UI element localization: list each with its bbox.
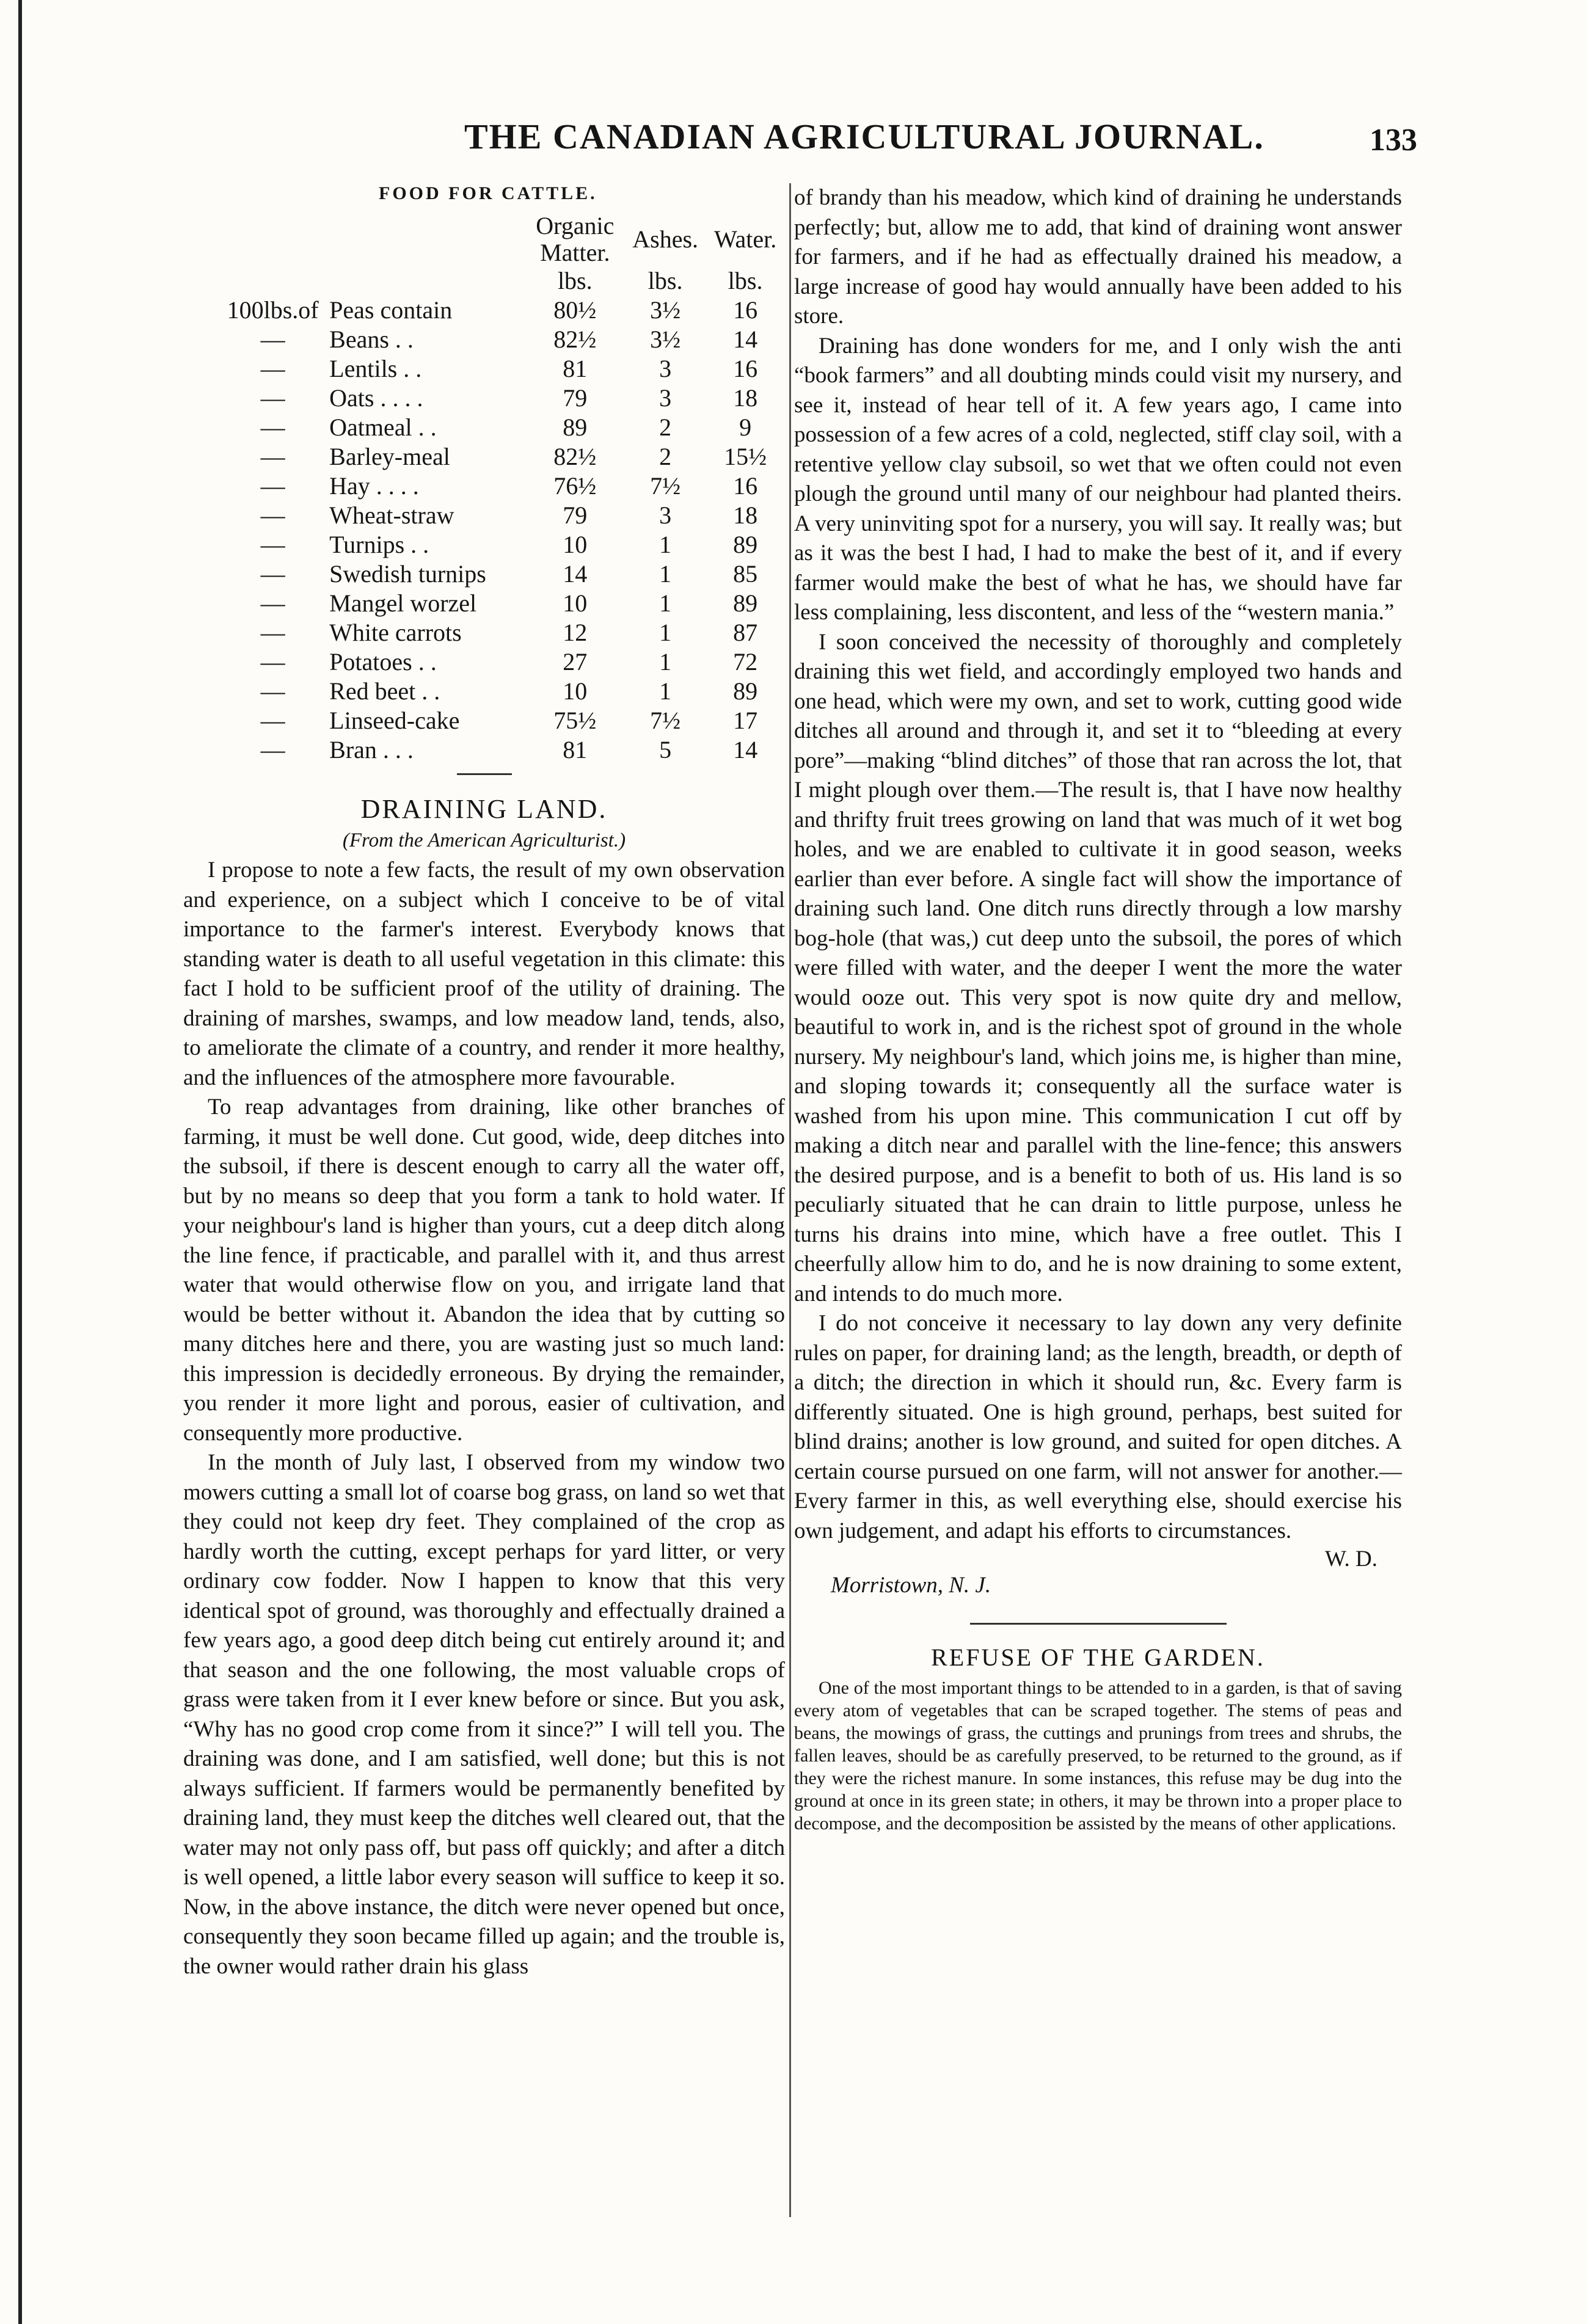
water-value: 87 <box>733 619 758 646</box>
row-lead: — <box>260 648 285 676</box>
draining-paragraph-4: of brandy than his meadow, which kind of draining he understands perfectly; but, allow me to add, that kind of draining wont answer for farmers, and if he had as effectually drained his meadow, a large increase of good hay would annually have been added to his store. <box>794 185 1402 329</box>
ashes-value: 2 <box>659 443 672 470</box>
row-lead: — <box>260 355 285 382</box>
table-row <box>220 325 785 354</box>
table-row <box>220 354 785 384</box>
row-lead: — <box>260 443 285 470</box>
water-value: 15½ <box>724 443 767 470</box>
ashes-value: 1 <box>659 648 672 676</box>
refuse-title: REFUSE OF THE GARDEN. <box>931 1644 1265 1671</box>
unit-water: lbs. <box>728 267 763 294</box>
table-row <box>220 618 785 647</box>
row-lead: — <box>260 472 285 500</box>
row-label: Turnips . . <box>329 531 429 558</box>
table-row <box>220 735 785 765</box>
water-value: 16 <box>733 472 758 500</box>
draining-paragraph-2: To reap advantages from draining, like other branches of farming, it must be well done. Cut good, wide, deep ditches into the subsoil, if there is descent enough to carry all the water off, but by no means so deep that you form a tank to hold water. If your neighbour's land is higher than yours, cut a deep ditch along the line fence, if practicable, and parallel with it, and thus arrest water that would otherwise flow on you, and irrigate land that would be better without it. Abandon the idea that by cutting so many ditches here and there, you are wasting just so much land: this impression is decidedly erroneous. By drying the remainder, you render it more light and porous, easier of cultivation, and consequently more productive. <box>183 1095 785 1446</box>
row-lead: — <box>260 501 285 529</box>
water-value: 85 <box>733 560 758 588</box>
author-place: Morristown, N. J. <box>831 1573 991 1598</box>
table-row <box>220 706 785 735</box>
water-value: 18 <box>733 384 758 412</box>
water-value: 72 <box>733 648 758 676</box>
draining-title: DRAINING LAND. <box>360 794 608 824</box>
ashes-value: 1 <box>659 619 672 646</box>
row-lead: — <box>260 707 285 734</box>
ashes-value: 3 <box>659 501 672 529</box>
organic-value: 10 <box>563 531 588 558</box>
row-label: Oatmeal . . <box>329 413 437 441</box>
row-label: Peas contain <box>329 296 453 324</box>
water-value: 14 <box>733 736 758 763</box>
column-header-water: Water. <box>713 225 777 253</box>
author-signoff: W. D. <box>1325 1546 1377 1572</box>
water-value: 18 <box>733 501 758 529</box>
organic-value: 89 <box>563 413 588 441</box>
ashes-value: 3½ <box>650 296 681 324</box>
ashes-value: 1 <box>659 531 672 558</box>
table-row <box>220 647 785 677</box>
water-value: 89 <box>733 531 758 558</box>
organic-value: 12 <box>563 619 588 646</box>
table-header-row <box>220 213 785 266</box>
left-column <box>183 183 785 1981</box>
organic-value: 82½ <box>553 443 597 470</box>
column-divider <box>789 183 791 2217</box>
ashes-value: 5 <box>659 736 672 763</box>
organic-value: 10 <box>563 589 588 617</box>
column-header-ashes: Ashes. <box>632 225 699 253</box>
section-divider <box>457 773 512 775</box>
row-label: Hay . . . . <box>329 472 419 500</box>
organic-value: 80½ <box>553 296 597 324</box>
row-lead: — <box>260 619 285 646</box>
table-row <box>220 677 785 706</box>
row-label: Swedish turnips <box>329 560 486 588</box>
organic-value: 75½ <box>553 707 597 734</box>
organic-value: 81 <box>563 736 588 763</box>
water-value: 16 <box>733 355 758 382</box>
draining-source: (From the American Agriculturist.) <box>342 829 626 851</box>
table-row <box>220 384 785 413</box>
water-value: 17 <box>733 707 758 734</box>
row-lead: 100lbs.of <box>227 296 319 324</box>
row-label: White carrots <box>329 619 462 646</box>
unit-organic: lbs. <box>557 267 593 294</box>
draining-paragraph-7: I do not conceive it necessary to lay down any very definite rules on paper, for draining land; as the length, breadth, or depth of a ditch; the direction in which it should run, &c. Every farm is differently situated. One is high ground, perhaps, best suited for blind drains; another is low ground, and suited for open ditches. A certain course pursued on one farm, will not answer for another.—Every farmer in this, as well everything else, should exercise his own judgement, and adapt his efforts to circumstances. <box>794 1311 1402 1543</box>
organic-value: 14 <box>563 560 588 588</box>
table-row <box>220 442 785 472</box>
draining-paragraph-5: Draining has done wonders for me, and I only wish the anti “book farmers” and all doubting minds could visit my nursery, and see it, instead of hear tell of it. A few years ago, I came into possession of a few acres of a cold, neglected, stiff clay soil, with a retentive yellow clay subsoil, so wet that we often could not even plough the ground until many of our neighbour had planted theirs. A very uninviting spot for a nursery, you will say. It really was; but as it was the best I had, I had to make the best of it, and if every farmer would make the best of what he has, we should have far less complaining, less discontent, and less of the “western mania.” <box>794 333 1402 625</box>
draining-paragraph-1: I propose to note a few facts, the result of my own observation and experience, on a subject which I conceive to be of vital importance to the farmer's interest. Everybody knows that standing water is death to all useful vegetation in this climate: this fact I hold to be sufficient proof of the utility of draining. The draining of marshes, swamps, and low meadow land, tends, also, to ameliorate the climate of a country, and render it more healthy, and the influences of the atmosphere more favourable. <box>183 858 785 1090</box>
water-value: 16 <box>733 296 758 324</box>
page-number: 133 <box>1370 123 1417 158</box>
organic-value: 27 <box>563 648 588 676</box>
ashes-value: 1 <box>659 589 672 617</box>
row-label: Lentils . . <box>329 355 422 382</box>
row-lead: — <box>260 736 285 763</box>
row-lead: — <box>260 589 285 617</box>
table-row <box>220 589 785 618</box>
row-lead: — <box>260 413 285 441</box>
table-row <box>220 296 785 325</box>
organic-value: 81 <box>563 355 588 382</box>
column-header-organic: Organic Matter. <box>536 212 615 266</box>
table-row <box>220 530 785 559</box>
ashes-value: 1 <box>659 560 672 588</box>
row-lead: — <box>260 531 285 558</box>
row-label: Bran . . . <box>329 736 414 763</box>
ashes-value: 7½ <box>650 472 681 500</box>
row-lead: — <box>260 677 285 705</box>
row-label: Potatoes . . <box>329 648 437 676</box>
right-column <box>794 183 1402 1835</box>
row-lead: — <box>260 560 285 588</box>
row-label: Oats . . . . <box>329 384 423 412</box>
section-divider <box>970 1623 1227 1625</box>
organic-value: 82½ <box>553 326 597 353</box>
water-value: 9 <box>739 413 752 441</box>
organic-value: 10 <box>563 677 588 705</box>
row-label: Red beet . . <box>329 677 440 705</box>
food-table-heading: FOOD FOR CATTLE. <box>379 183 597 203</box>
journal-title: THE CANADIAN AGRICULTURAL JOURNAL. <box>464 117 1264 156</box>
ashes-value: 1 <box>659 677 672 705</box>
draining-paragraph-6: I soon conceived the necessity of thoroughly and completely draining this wet field, and accordingly employed two hands and one head, which were my own, and set to work, cutting good wide ditches all around and through it, and set it to “bleeding at every pore”—making “blind ditches” of those that ran across the lot, that I might plough over them.—The result is, that I have now healthy and thrifty fruit trees growing on land that was much of it wet bog holes, and we are enabled to cultivate it in good season, weeks earlier than ever before. A single fact will show the importance of draining such land. One ditch runs directly through a low marshy bog-hole (that was,) cut deep unto the subsoil, the pores of which were filled with water, and the deeper I went the more the water would ooze out. This very spot is now quite dry and mellow, beautiful to work in, and is the richest spot of ground in the whole nursery. My neighbour's land, which joins me, is higher than mine, and sloping towards it; consequently all the surface water is washed from his upon mine. This communication I cut off by making a ditch near and parallel with the line-fence; this answers the desired purpose, and is a benefit to both of us. His land is so peculiarly situated that he can drain to little purpose, unless he turns his drains into mine, which have a free outlet. This I cheerfully allow him to do, and he is now draining to some extent, and intends to do much more. <box>794 629 1402 1306</box>
ashes-value: 7½ <box>650 707 681 734</box>
row-lead: — <box>260 326 285 353</box>
ashes-value: 3 <box>659 384 672 412</box>
refuse-paragraph-1: One of the most important things to be attended to in a garden, is that of saving every atom of vegetables that can be scraped together. The stems of peas and beans, the mowings of grass, the cuttings and prunings from trees and shrubs, the fallen leaves, should be as carefully preserved, to be returned to the ground, as if they were the richest manure. In some instances, this refuse may be dug into the ground at once in its green state; in others, it may be thrown into a proper place to decompose, and the decomposition be assisted by the means of other applications. <box>794 1678 1402 1834</box>
draining-paragraph-3: In the month of July last, I observed from my window two mowers cutting a small lot of coarse bog grass, on land so wet that they could not keep dry feet. They complained of the crop as hardly worth the cutting, except perhaps for yard litter, or very ordinary cow fodder. Now I happen to know that this very identical spot of ground, was thoroughly and effectually drained a few years ago, a good deep ditch being cut entirely around it; and that season and the one following, the most valuable crops of grass were taken from it I ever knew before or since. But you ask, “Why has no good crop come from it since?” I will tell you. The draining was done, and I am satisfied, well done; but this is not always sufficient. If farmers would be permanently benefited by draining land, they must keep the ditches well cleared out, that the water may not only pass off, but pass off quickly; and after a ditch is well opened, a little labor every season will suffice to keep it so. Now, in the above instance, the ditch were never opened but once, consequently they soon became filled up again; and the trouble is, the owner would rather drain his glass <box>183 1450 785 1979</box>
row-label: Beans . . <box>329 326 414 353</box>
table-row <box>220 559 785 589</box>
unit-ashes: lbs. <box>648 267 683 294</box>
row-label: Wheat-straw <box>329 501 454 529</box>
water-value: 14 <box>733 326 758 353</box>
table-row <box>220 501 785 530</box>
organic-value: 79 <box>563 501 588 529</box>
food-for-cattle-table <box>220 213 785 765</box>
water-value: 89 <box>733 677 758 705</box>
water-value: 89 <box>733 589 758 617</box>
organic-value: 79 <box>563 384 588 412</box>
row-label: Barley-meal <box>329 443 450 470</box>
page-header <box>183 116 1417 165</box>
ashes-value: 3 <box>659 355 672 382</box>
table-row <box>220 472 785 501</box>
ashes-value: 3½ <box>650 326 681 353</box>
organic-value: 76½ <box>553 472 597 500</box>
page-edge-rule <box>18 0 22 2324</box>
row-label: Linseed-cake <box>329 707 460 734</box>
table-row <box>220 413 785 442</box>
row-lead: — <box>260 384 285 412</box>
ashes-value: 2 <box>659 413 672 441</box>
row-label: Mangel worzel <box>329 589 477 617</box>
table-units-row <box>220 266 785 296</box>
